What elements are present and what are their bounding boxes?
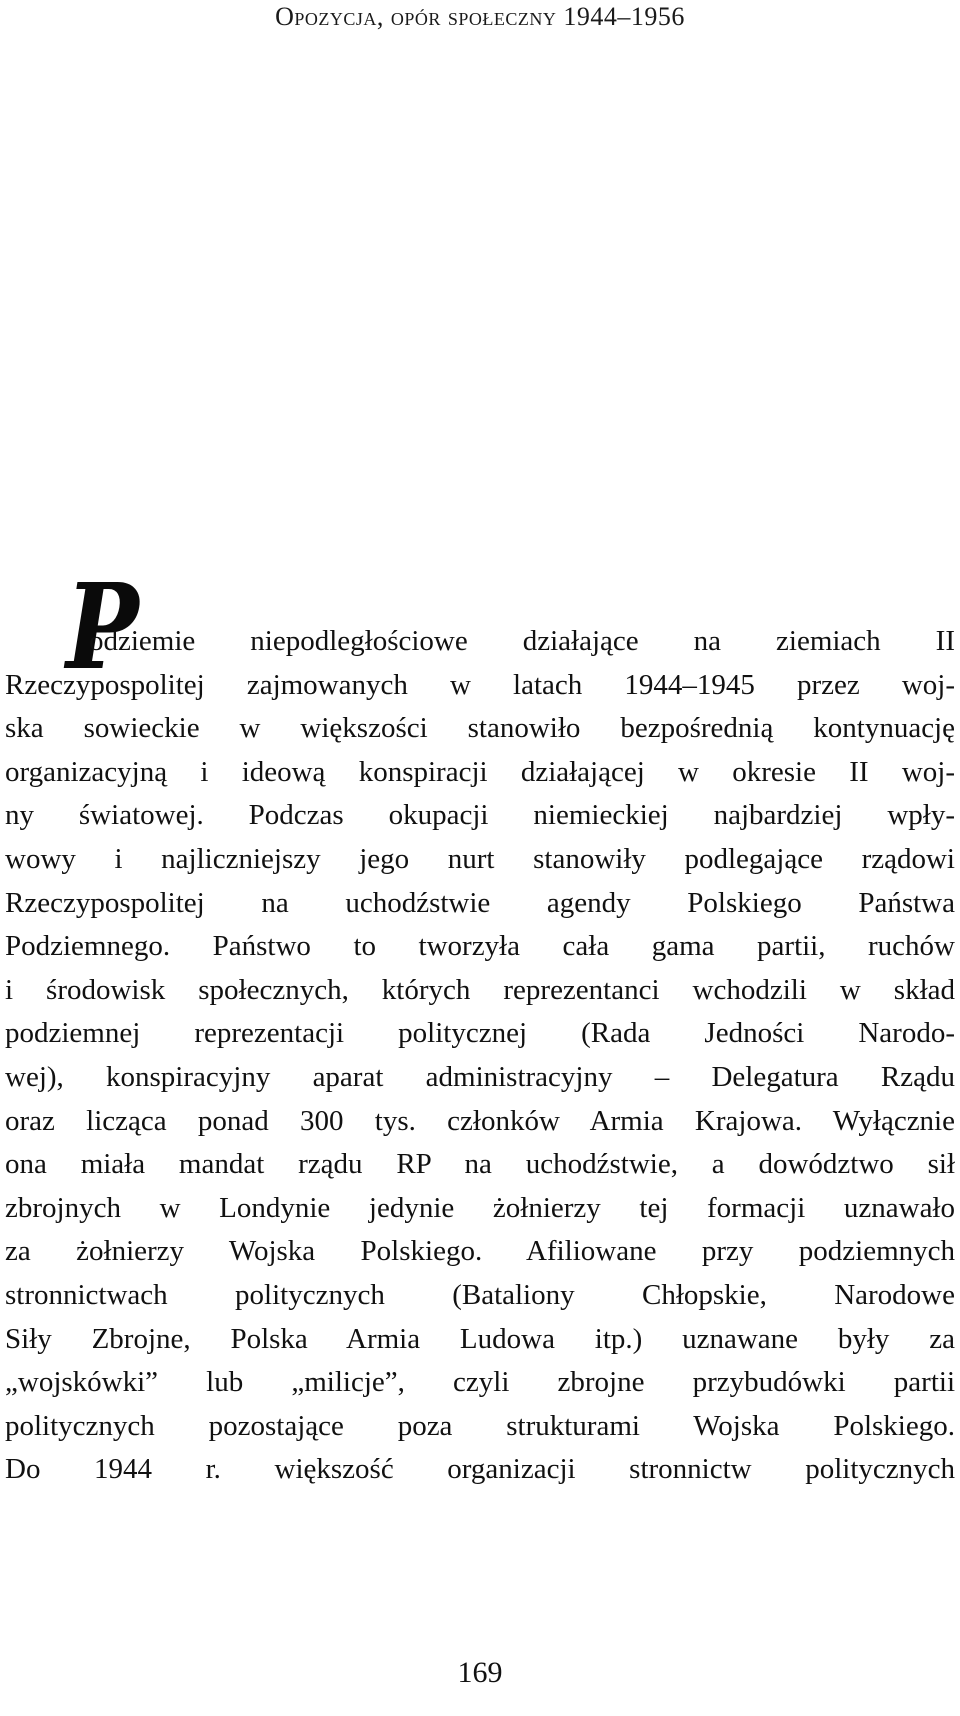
text-line-18: „wojskówki” lub „milicje”, czyli zbrojne przybudówki partii	[5, 1366, 955, 1399]
text-line-12: oraz licząca ponad 300 tys. członków Armia Krajowa. Wyłącznie	[5, 1104, 955, 1137]
text-line-20: Do 1944 r. większość organizacji stronnictw politycznych	[5, 1453, 955, 1486]
text-line-8: Podziemnego. Państwo to tworzyła cała gama partii, ruchów	[5, 930, 955, 963]
text-line-3: ska sowieckie w większości stanowiło bezpośrednią kontynuację	[5, 712, 955, 745]
text-line-9: i środowisk społecznych, których reprezentanci wchodzili w skład	[5, 973, 955, 1006]
text-line-10: podziemnej reprezentacji politycznej (Rada Jedności Narodo-	[5, 1017, 955, 1050]
text-line-5: ny światowej. Podczas okupacji niemieckiej najbardziej wpły-	[5, 799, 955, 832]
text-line-1: odziemie niepodległościowe działające na ziemiach II	[89, 625, 955, 657]
page-number: 169	[457, 1656, 503, 1689]
text-line-19: politycznych pozostające poza strukturami Wojska Polskiego.	[5, 1409, 955, 1442]
text-line-7: Rzeczypospolitej na uchodźstwie agendy Polskiego Państwa	[5, 886, 955, 919]
text-line-4: organizacyjną i ideową konspiracji działającej w okresie II woj-	[5, 755, 955, 788]
text-line-14: zbrojnych w Londynie jedynie żołnierzy tej formacji uznawało	[5, 1191, 955, 1224]
text-line-17: Siły Zbrojne, Polska Armia Ludowa itp.) uznawane były za	[5, 1322, 955, 1355]
drop-cap-initial: P	[66, 557, 139, 696]
text-line-15: za żołnierzy Wojska Polskiego. Afiliowane przy podziemnych	[5, 1235, 955, 1268]
text-line-11: wej), konspiracyjny aparat administracyjny – Delegatura Rządu	[5, 1060, 955, 1093]
running-header: Opozycja, opór społeczny 1944–1956	[275, 2, 685, 31]
body-text	[5, 620, 955, 1492]
text-line-16: stronnictwach politycznych (Bataliony Chłopskie, Narodowe	[5, 1278, 955, 1311]
text-line-6: wowy i najliczniejszy jego nurt stanowiły podlegające rządowi	[5, 842, 955, 875]
text-line-2: Rzeczypospolitej zajmowanych w latach 1944–1945 przez woj-	[5, 668, 955, 701]
text-line-13: ona miała mandat rządu RP na uchodźstwie, a dowództwo sił	[5, 1148, 955, 1181]
